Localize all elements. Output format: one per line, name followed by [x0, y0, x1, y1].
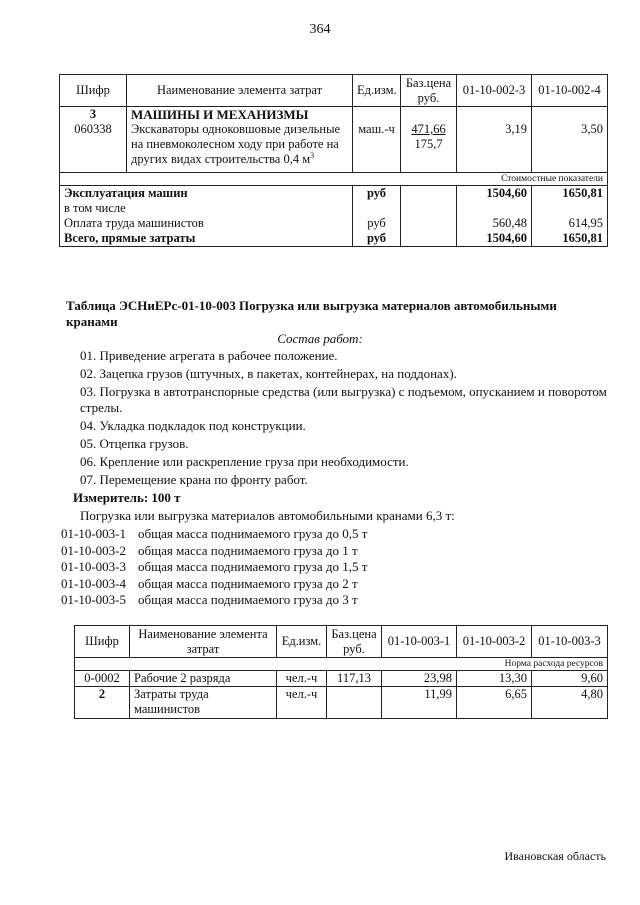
table-header-row: [75, 626, 608, 658]
list-item: 01-10-003-2 общая масса поднимаемого груза до 1 т: [61, 542, 358, 558]
row-unit: маш.-ч: [353, 122, 401, 172]
list-item: 01-10-003-1 общая масса поднимаемого груза до 0,5 т: [61, 526, 368, 541]
header-price: Баз.цена руб.: [327, 626, 382, 658]
row-value-2: 3,50: [532, 122, 608, 172]
header-unit: Ед.изм.: [277, 626, 327, 658]
composition-title: Состав работ:: [277, 331, 363, 346]
wages-label: Оплата труда машинистов: [60, 216, 353, 231]
page-number: 364: [309, 22, 331, 37]
section-title: МАШИНЫ И МЕХАНИЗМЫ: [127, 107, 353, 123]
header-name: Наименование элемента затрат: [127, 75, 353, 107]
section-number: 3: [60, 107, 127, 123]
header-col-1: 01-10-003-1: [382, 626, 457, 658]
table-row: Всего, прямые затраты руб 1504,60 1650,81: [60, 231, 608, 247]
header-code: Шифр: [60, 75, 127, 107]
header-col-2: 01-10-002-4: [532, 75, 608, 107]
list-item: 06. Крепление или раскрепление груза при необходимости.: [80, 454, 409, 469]
header-col-1: 01-10-002-3: [457, 75, 532, 107]
table-row: Эксплуатация машин руб 1504,60 1650,81: [60, 185, 608, 201]
list-item: 01-10-003-4 общая масса поднимаемого груза до 2 т: [61, 575, 358, 591]
footer-region: Ивановская область: [504, 849, 606, 863]
work-steps: [80, 348, 610, 490]
header-name: Наименование элемента затрат: [130, 626, 277, 658]
section-heading: Таблица ЭСНиЕРс-01-10-003 Погрузка или выгрузка материалов автомобильными кранами: [66, 298, 557, 329]
exploitation-label: Эксплуатация машин: [60, 185, 353, 201]
subtitle: Погрузка или выгрузка материалов автомобильными кранами 6,3 т:: [80, 508, 455, 523]
cost-indicators-row: [60, 172, 608, 185]
table-row: [60, 201, 608, 216]
total-label: Всего, прямые затраты: [60, 231, 353, 247]
table-row: 2 Затраты труда машинистов чел.-ч 11,99 6,65 4,80: [75, 687, 608, 719]
row-price: 471,66 175,7: [401, 122, 457, 172]
header-code: Шифр: [75, 626, 130, 658]
header-price: Баз.цена руб.: [401, 75, 457, 107]
header-unit: Ед.изм.: [353, 75, 401, 107]
row-code: 060338: [60, 122, 127, 172]
including-label: в том числе: [60, 201, 353, 216]
table-row: [60, 107, 608, 123]
norm-row: [75, 658, 608, 671]
list-item: 07. Перемещение крана по фронту работ.: [80, 472, 308, 487]
list-item: 02. Зацепка грузов (штучных, в пакетах, контейнерах, на поддонах).: [80, 366, 457, 381]
header-col-3: 01-10-003-3: [532, 626, 608, 658]
resource-table-labor: [74, 625, 608, 719]
table-row: [60, 122, 608, 172]
meter-label: Измеритель: 100 т: [73, 490, 181, 505]
code-list: [61, 526, 367, 609]
cost-indicators-label: Стоимостные показатели: [60, 172, 608, 185]
list-item: 05. Отцепка грузов.: [80, 436, 189, 451]
header-col-2: 01-10-003-2: [457, 626, 532, 658]
table-row: 0-0002 Рабочие 2 разряда чел.-ч 117,13 23,98 13,30 9,60: [75, 671, 608, 687]
list-item: 03. Погрузка в автотранспорные средства (или выгрузка) с подъемом, опусканием и поворотом стрелы.: [80, 384, 607, 415]
row-value-1: 3,19: [457, 122, 532, 172]
list-item: 04. Укладка подкладок под конструкции.: [80, 418, 306, 433]
resource-table-machines: [59, 74, 608, 247]
list-item: 01-10-003-3 общая масса поднимаемого груза до 1,5 т: [61, 559, 368, 574]
table-row: Оплата труда машинистов руб 560,48 614,95: [60, 216, 608, 231]
list-item: 01-10-003-5 общая масса поднимаемого груза до 3 т: [61, 592, 358, 607]
table-header-row: [60, 75, 608, 107]
norm-label: Норма расхода ресурсов: [75, 658, 608, 671]
list-item: 01. Приведение агрегата в рабочее положение.: [80, 348, 338, 363]
row-name: Экскаваторы одноковшовые дизельные на пневмоколесном ходу при работе на других видах строительства 0,4 $м^3$: [127, 122, 353, 172]
